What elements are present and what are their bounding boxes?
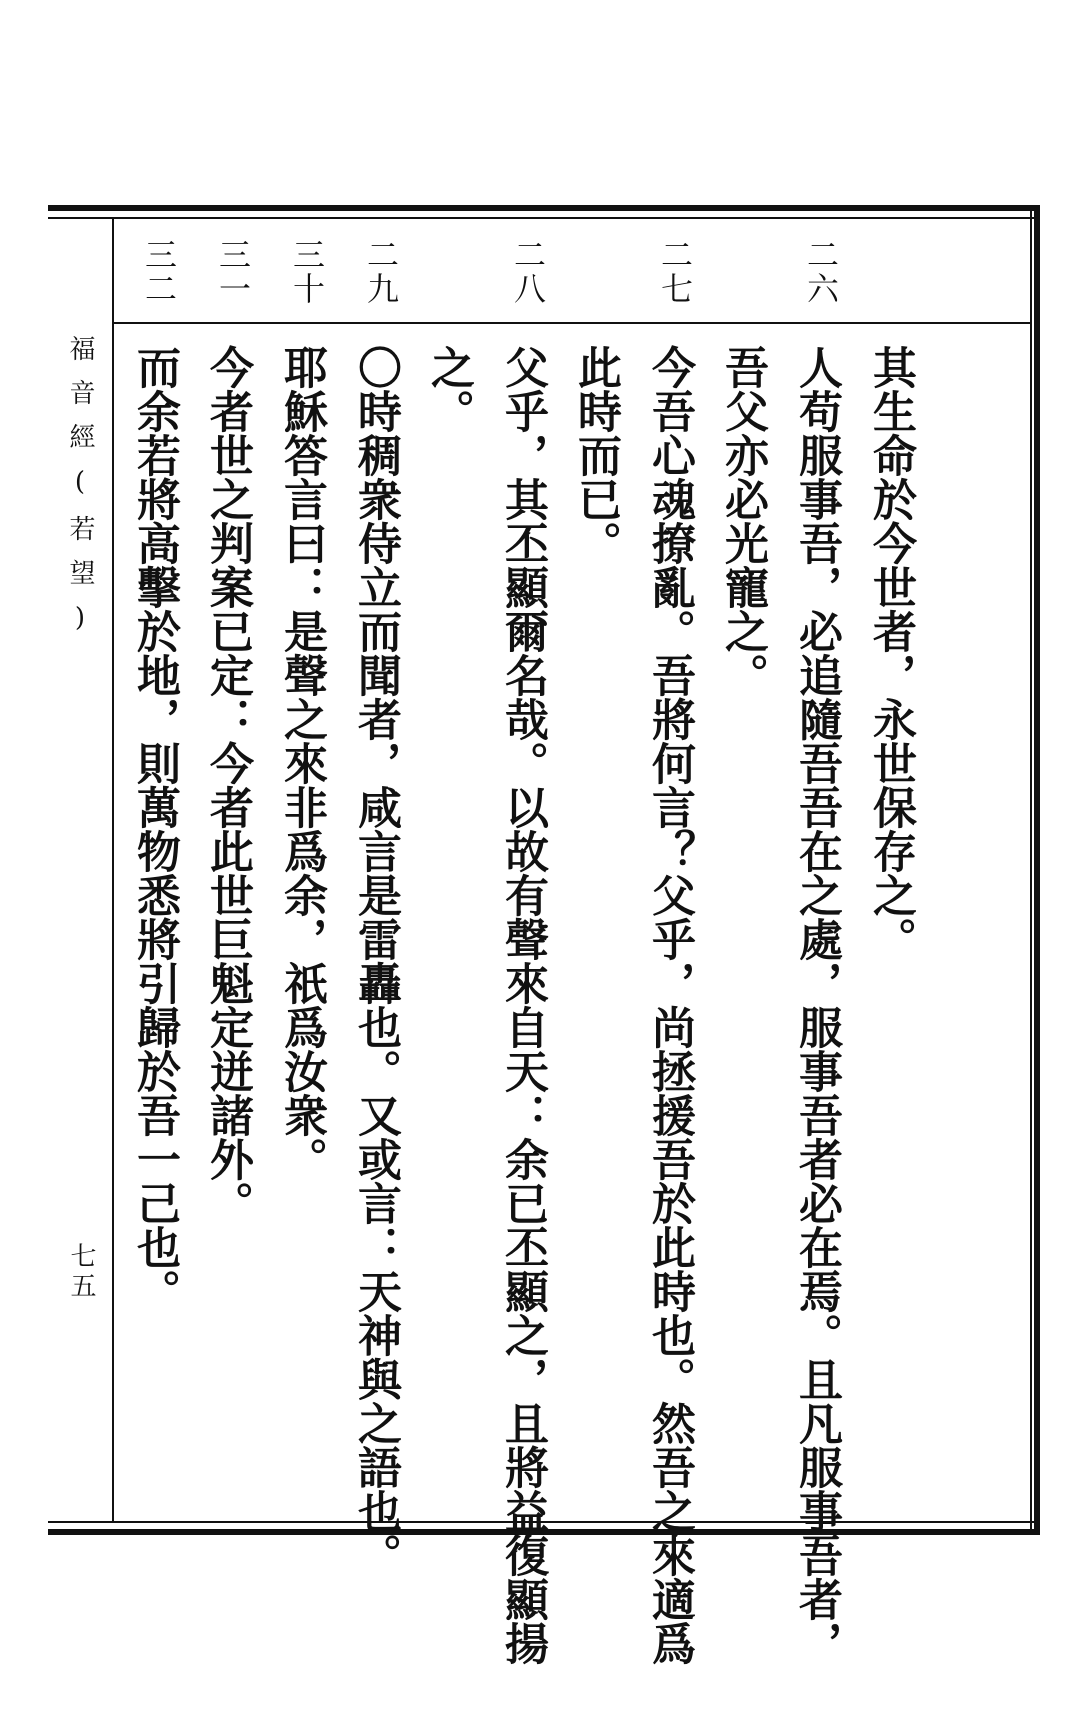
text-column: 今者世之判案已定：今者此世巨魁定迸諸外。 (202, 345, 253, 1225)
text-column: 耶穌答言曰：是聲之來非爲余，祇爲汝衆。 (276, 345, 327, 1181)
left-border-rule (112, 219, 114, 1521)
verse-number: 三一 (214, 238, 252, 306)
text-column: 其生命於今世者，永世保存之。 (865, 345, 916, 961)
text-column: 今吾心魂撩亂。吾將何言？父乎，尚拯援吾於此時也。然吾之來適爲 (644, 345, 695, 1665)
verse-number: 三二 (140, 238, 178, 306)
verse-number: 二六 (802, 238, 840, 306)
text-column: 之。 (423, 345, 474, 433)
right-border-rule (1030, 205, 1040, 1535)
page-number: 七五 (66, 1242, 96, 1302)
verse-number: 三十 (288, 238, 326, 306)
text-column: 〇時稠衆侍立而聞者，咸言是雷轟也。又或言：天神與之語也。 (350, 345, 401, 1577)
running-head-title: 福音經(若望) (65, 335, 95, 651)
text-column: 此時而已。 (570, 345, 621, 565)
top-border-rule (48, 205, 1040, 219)
text-column: 人苟服事吾，必追隨吾吾在之處，服事吾者必在焉。且凡服事吾者， (791, 345, 842, 1665)
verse-number: 二八 (509, 238, 547, 306)
text-column: 而余若將高擊於地，則萬物悉將引歸於吾一己也。 (129, 345, 180, 1313)
verse-number: 二七 (656, 238, 694, 306)
text-column: 吾父亦必光寵之。 (717, 345, 768, 697)
verse-number-divider (112, 322, 1030, 324)
text-column: 父乎，其丕顯爾名哉。以故有聲來自天：余已丕顯之，且將益復顯揚 (497, 345, 548, 1665)
verse-number: 二九 (362, 238, 400, 306)
